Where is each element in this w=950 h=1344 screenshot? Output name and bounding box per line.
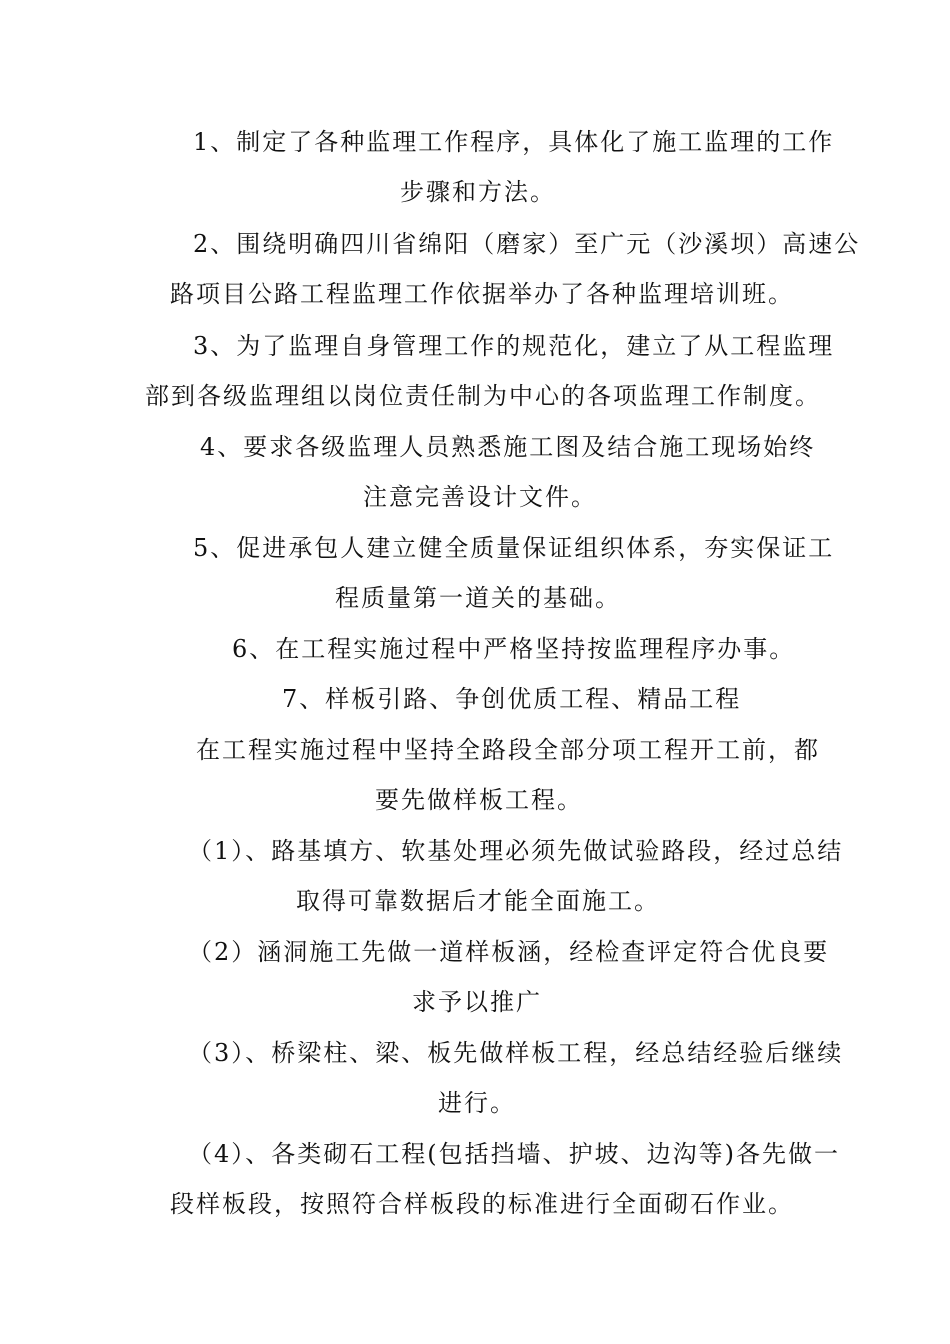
item-4-line-1: 4、要求各级监理人员熟悉施工图及结合施工现场始终 (200, 433, 816, 461)
item-3-line-2: 部到各级监理组以岗位责任制为中心的各项监理工作制度。 (145, 382, 821, 410)
item-7-body-line-2: 要先做样板工程。 (375, 786, 583, 814)
sub-item-3-line-1: （3）、桥梁柱、梁、板先做样板工程，经总结经验后继续 (188, 1039, 844, 1067)
item-7-heading: 7、样板引路、争创优质工程、精品工程 (282, 685, 742, 713)
item-5-line-1: 5、促进承包人建立健全质量保证组织体系，夯实保证工 (193, 534, 835, 562)
sub-item-2-line-2: 求予以推广 (412, 988, 542, 1016)
item-1-line-1: 1、制定了各种监理工作程序，具体化了施工监理的工作 (193, 128, 835, 156)
item-6-line: 6、在工程实施过程中严格坚持按监理程序办事。 (232, 635, 796, 663)
item-4-line-2: 注意完善设计文件。 (363, 483, 597, 511)
sub-item-1-line-1: （1）、路基填方、软基处理必须先做试验路段，经过总结 (188, 837, 844, 865)
item-1-line-2: 步骤和方法。 (400, 178, 556, 206)
sub-item-1-line-2: 取得可靠数据后才能全面施工。 (296, 887, 660, 915)
item-5-line-2: 程质量第一道关的基础。 (335, 584, 621, 612)
item-3-line-1: 3、为了监理自身管理工作的规范化，建立了从工程监理 (193, 332, 835, 360)
sub-item-4-line-1: （4）、各类砌石工程(包括挡墙、护坡、边沟等)各先做一 (188, 1140, 840, 1168)
sub-item-4-line-2: 段样板段，按照符合样板段的标准进行全面砌石作业。 (170, 1190, 794, 1218)
item-2-line-2: 路项目公路工程监理工作依据举办了各种监理培训班。 (170, 280, 794, 308)
sub-item-2-line-1: （2）涵洞施工先做一道样板涵，经检查评定符合优良要 (188, 938, 830, 966)
sub-item-3-line-2: 进行。 (438, 1089, 516, 1117)
item-2-line-1: 2、围绕明确四川省绵阳（磨家）至广元（沙溪坝）高速公 (193, 230, 861, 258)
item-7-body-line-1: 在工程实施过程中坚持全路段全部分项工程开工前，都 (196, 736, 820, 764)
